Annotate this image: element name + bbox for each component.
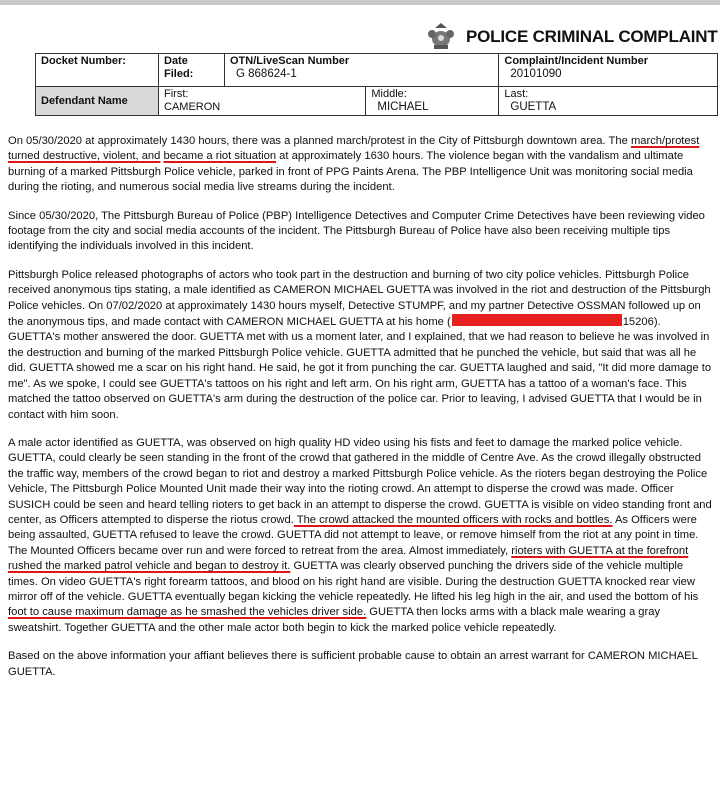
middle-name-value: MICHAEL: [377, 101, 429, 113]
first-name-label: First:: [164, 88, 189, 100]
complaint-number-value: 20101090: [510, 68, 562, 80]
docket-label: Docket Number:: [36, 54, 159, 87]
address-redaction: [452, 314, 622, 326]
otn-label: OTN/LiveScan Number: [230, 55, 350, 67]
p3-text-a: Pittsburgh Police released photographs of actors who took part in the destruction and burning of two city police vehicles. Pittsburgh Police received anonymous tips stating, a male identified as CAMERON MICHAEL GUETTA was involved in the riot and destruction of the Pittsburgh Police vehicles. On 07/02/2020 at approximately 1430 hours myself, Detective STUMPF, and my partner Detective OSSMAN followed up on the anonymous tips, and made contact with CAMERON MICHAEL GUETTA at his home (: [8, 268, 711, 329]
p4-text-a: A male actor identified as GUETTA, was observed on high quality HD video using his fists and feet to damage the marked police vehicle. GUETTA, could clearly be seen standing in the front of the crowd that gathered in the middle of Centre Ave. As the crowd illegally obstructed the traffic way, members of the crowd began to riot and destroy a marked Pittsburgh Police vehicle. As the rioters began destroying the Police Vehicle, The Pittsburgh Police Mounted Unit made their way into the rioting crowd. An attempt to disperse the crowd was made. Officer SUSICH could be seen and heard telling rioters to get back in an attempt to disperse the crowd. GUETTA is visible on video standing front and center, as Officers attempted to disperse the riotus crowd.: [8, 436, 712, 526]
page-title: POLICE CRIMINAL COMPLAINT: [466, 27, 718, 46]
middle-name-label: Middle:: [371, 88, 407, 100]
complaint-number-cell: [499, 54, 718, 87]
p1-underline-1: march/protest turned destructive, violent, and: [8, 135, 700, 163]
otn-cell: [225, 54, 499, 87]
p4-underline-1: The crowd attacked the mounted officers with rocks and bottles.: [293, 513, 613, 526]
defendant-name-label: Defendant Name: [36, 87, 159, 116]
paragraph-5: Based on the above information your affiant believes there is sufficient probable cause to obtain an arrest warrant for CAMERON MICHAEL GUETTA.: [8, 650, 698, 678]
case-info-table: [35, 53, 718, 116]
p4-underline-3: foot to cause maximum damage as he smashed the vehicles driver side.: [8, 606, 367, 619]
last-name-value: GUETTA: [510, 101, 557, 113]
middle-name-cell: [366, 87, 499, 116]
p1-underline-2: became a riot situation: [163, 150, 277, 163]
pennsylvania-seal-icon: [424, 22, 458, 52]
date-filed-cell: [159, 54, 225, 87]
paragraph-2: Since 05/30/2020, The Pittsburgh Bureau of Police (PBP) Intelligence Detectives and Computer Crime Detectives have been reviewing video footage from the city and social media accounts of the incident. The Pittsburgh Bureau of Police have also been receiving multiple tips identifying the individuals involved in this incident.: [8, 209, 705, 253]
affidavit-body: [8, 134, 714, 693]
paragraph-1: [8, 134, 714, 196]
paragraph-4: [8, 436, 714, 636]
p4-text-d: GUETTA then locks arms with a black male wearing a gray sweatshirt. Together GUETTA and the other male actor both begin to kick the marked police vehicle repeatedly.: [8, 606, 661, 634]
p1-text-a: On 05/30/2020 at approximately 1430 hours, there was a planned march/protest in the City of Pittsburgh downtown area. The: [8, 135, 631, 147]
p4-text-b: As Officers were being assaulted, GUETTA refused to leave the crowd. GUETTA did not attempt to leave, or remove himself from the riot at any point in time. The Mounted Officers became over run and were forced to retreat from the area. Almost immediately,: [8, 513, 699, 557]
top-edge-bar: [0, 0, 720, 5]
p1-text-c: at approximately 1630 hours. The violence began with the vandalism and ultimate burning of a marked Pittsburgh Police vehicle, parked in front of PPG Paints Arena. The PBP Intelligence Unit was monitoring social media during the rioting, and numerous social media live streams during the incident.: [8, 150, 693, 194]
p4-text-c: GUETTA was clearly observed punching the drivers side of the vehicle multiple times. On video GUETTA's right forearm tattoos, and blood on his right hand are visible. During the destruction GUETTA knocked rear view mirror off of the vehicle. GUETTA eventually began kicking the vehicle repeatedly. He lifted his leg high in the air, and used the bottom of his: [8, 560, 699, 603]
first-name-value: CAMERON: [164, 101, 221, 113]
otn-value: G 868624-1: [236, 68, 297, 80]
paragraph-3: [8, 268, 714, 423]
first-name-cell: [159, 87, 366, 116]
date-filed-label: Date Filed:: [164, 55, 194, 80]
p4-underline-2: rioters with GUETTA at the forefront rushed the marked patrol vehicle and began to destroy it.: [8, 544, 689, 573]
last-name-cell: [499, 87, 718, 116]
last-name-label: Last:: [504, 88, 529, 100]
complaint-number-label: Complaint/Incident Number: [504, 55, 648, 67]
document-header: [424, 22, 718, 52]
p3-text-b: 15206). GUETTA's mother answered the door. GUETTA met with us a moment later, and I explained, that we had reason to believe he was involved in the destruction and burning of the marked Pittsburgh Police vehicle. GUETTA admitted that he punched the vehicle, but said that was all he did. GUETTA showed me a scar on his right hand. He said, he got it from punching the car. GUETTA laughed and said, "It did more damage to me". As we spoke, I could see GUETTA's tattoos on his right and left arm. On his right arm, GUETTA has a tattoo of a woman's face. This matched the tattoo observed on GUETTA's arm during the destruction of the police car. Prior to leaving, I advised GUETTA that I would be in contact with him soon.: [8, 316, 712, 421]
